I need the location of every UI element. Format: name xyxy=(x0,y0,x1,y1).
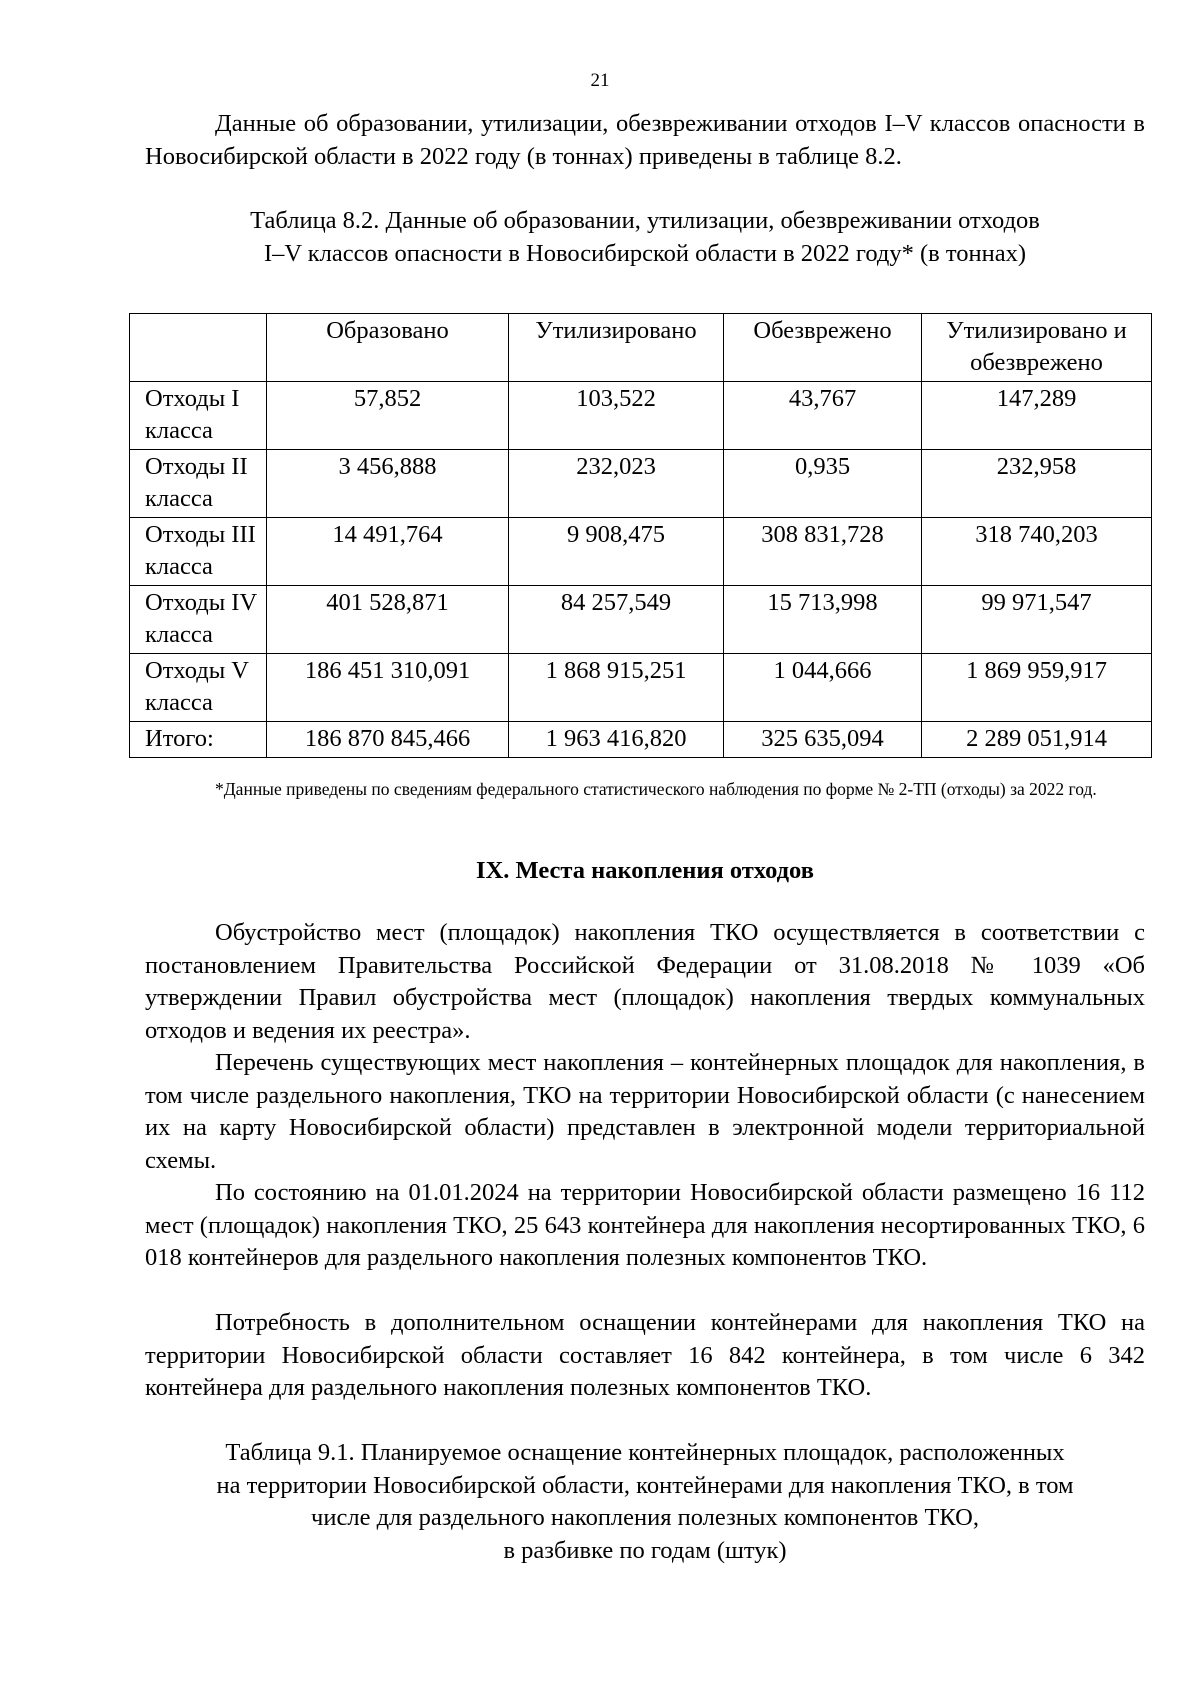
table-total-row xyxy=(130,722,1152,758)
cell-utilized-and-neutralized: 147,289 xyxy=(922,382,1152,450)
table-8-2-caption-line: I–V классов опасности в Новосибирской области в 2022 году* (в тоннах) xyxy=(263,239,1026,267)
cell-utilized: 84 257,549 xyxy=(509,586,724,654)
section-heading: IX. Места накопления отходов xyxy=(476,857,814,884)
section-paragraph: По состоянию на 01.01.2024 на территории Новосибирской области размещено 16 112 мест (площадок) накопления ТКО, 25 643 контейнера для накопления несортированных ТКО, 6 018 контейнеров для раздельного накопления полезных компонентов ТКО. xyxy=(145,1179,1145,1271)
cell-formed: 186 451 310,091 xyxy=(267,654,509,722)
cell-neutralized: 43,767 xyxy=(724,382,922,450)
table-header-row xyxy=(130,314,1152,382)
cell-utilized-and-neutralized: 318 740,203 xyxy=(922,518,1152,586)
cell-utilized-and-neutralized: 232,958 xyxy=(922,450,1152,518)
header-neutralized: Обезврежено xyxy=(724,314,922,382)
table-9-1-caption xyxy=(145,1437,1145,1567)
table-row xyxy=(130,518,1152,586)
row-label: Отходы III класса xyxy=(130,518,267,586)
header-formed: Образовано xyxy=(267,314,509,382)
table-8-2-caption xyxy=(145,205,1145,270)
table-footnote: *Данные приведены по сведениям федерального статистического наблюдения по форме № 2-ТП (отходы) за 2022 год. xyxy=(215,779,1097,799)
header-utilized-and-neutralized: Утилизировано и обезврежено xyxy=(922,314,1152,382)
table-row xyxy=(130,654,1152,722)
header-utilized: Утилизировано xyxy=(509,314,724,382)
page-number: 21 xyxy=(590,70,610,91)
row-label: Отходы II класса xyxy=(130,450,267,518)
cell-utilized-and-neutralized: 1 869 959,917 xyxy=(922,654,1152,722)
cell-utilized: 1 868 915,251 xyxy=(509,654,724,722)
table-9-1-caption-line: Таблица 9.1. Планируемое оснащение контейнерных площадок, расположенных xyxy=(225,1439,1065,1466)
cell-formed: 57,852 xyxy=(267,382,509,450)
cell-formed: 401 528,871 xyxy=(267,586,509,654)
row-label: Отходы IV класса xyxy=(130,586,267,654)
table-9-1-caption-line: на территории Новосибирской области, контейнерами для накопления ТКО, в том xyxy=(216,1471,1074,1499)
cell-formed: 3 456,888 xyxy=(267,450,509,518)
table-row xyxy=(130,586,1152,654)
cell-utilized-and-neutralized: 2 289 051,914 xyxy=(922,722,1152,758)
section-paragraph: Обустройство мест (площадок) накопления ТКО осуществляется в соответствии с постановлением Правительства Российской Федерации от 31.08.2018 № 1039 «Об утверждении Правил обустройства мест (площадок) накопления твердых коммунальных отходов и ведения их реестра». xyxy=(145,919,1145,1044)
cell-utilized: 103,522 xyxy=(509,382,724,450)
cell-formed: 186 870 845,466 xyxy=(267,722,509,758)
table-9-1-caption-line: числе для раздельного накопления полезных компонентов ТКО, xyxy=(311,1504,979,1531)
table-row xyxy=(130,382,1152,450)
cell-neutralized: 15 713,998 xyxy=(724,586,922,654)
section-paragraph: Потребность в дополнительном оснащении контейнерами для накопления ТКО на территории Новосибирской области составляет 16 842 контейнера, в том числе 6 342 контейнера для раздельного накопления полезных компонентов ТКО. xyxy=(145,1309,1145,1401)
cell-neutralized: 1 044,666 xyxy=(724,654,922,722)
cell-utilized-and-neutralized: 99 971,547 xyxy=(922,586,1152,654)
table-8-2-caption-line: Таблица 8.2. Данные об образовании, утилизации, обезвреживании отходов xyxy=(250,207,1040,234)
table-8-2 xyxy=(129,313,1152,758)
cell-neutralized: 308 831,728 xyxy=(724,518,922,586)
header-empty-cell xyxy=(130,314,267,382)
cell-utilized: 1 963 416,820 xyxy=(509,722,724,758)
cell-neutralized: 325 635,094 xyxy=(724,722,922,758)
cell-formed: 14 491,764 xyxy=(267,518,509,586)
table-row xyxy=(130,450,1152,518)
cell-utilized: 9 908,475 xyxy=(509,518,724,586)
row-label: Отходы I класса xyxy=(130,382,267,450)
cell-utilized: 232,023 xyxy=(509,450,724,518)
section-paragraph: Перечень существующих мест накопления – контейнерных площадок для накопления, в том числе раздельного накопления, ТКО на территории Новосибирской области (с нанесением их на карту Новосибирской области) представлен в электронной модели территориальной схемы. xyxy=(145,1049,1145,1174)
intro-paragraph: Данные об образовании, утилизации, обезвреживании отходов I–V классов опасности в Новосибирской области в 2022 году (в тоннах) приведены в таблице 8.2. xyxy=(145,110,1145,170)
row-label: Отходы V класса xyxy=(130,654,267,722)
table-9-1-caption-line: в разбивке по годам (штук) xyxy=(503,1536,787,1564)
row-label: Итого: xyxy=(130,722,267,758)
cell-neutralized: 0,935 xyxy=(724,450,922,518)
